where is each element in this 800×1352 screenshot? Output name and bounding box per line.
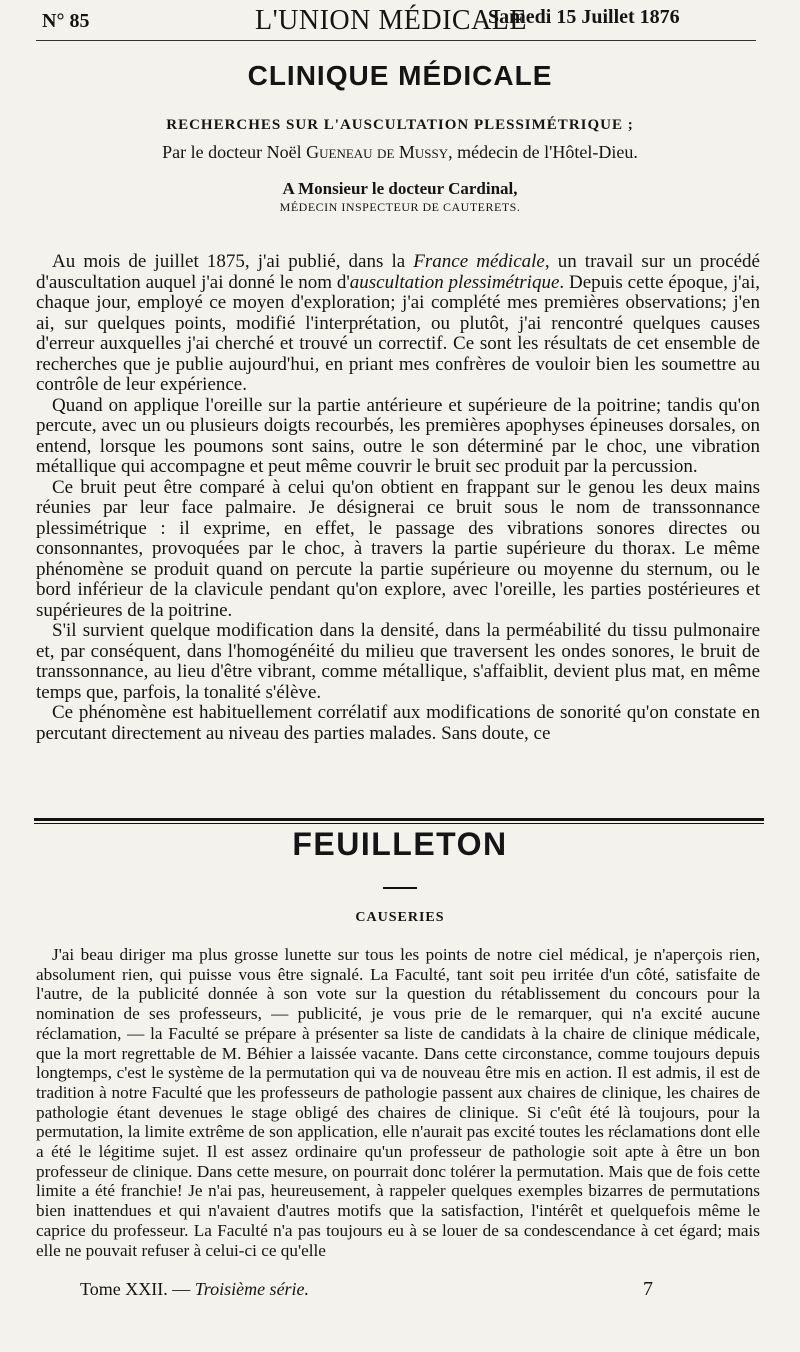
- footer-volume: Tome XXII. — Troisième série.: [80, 1279, 310, 1299]
- article-subtitle: RECHERCHES SUR L'AUSCULTATION PLESSIMÉTRIQUE ;: [166, 117, 634, 133]
- paragraph: J'ai beau diriger ma plus grosse lunette sur tous les points de notre ciel médical, je n'aperçois rien, absolument rien, qui puisse vous être signalé. La Faculté, tant soit peu irritée d'un côté, satisfaite de l'autre, de la publicité donnée à son vote sur la question du rétablissement du concours pour la nomination de ses professeurs, — publicité, je vous prie de le remarquer, qui n'a excité aucune réclamation, — la Faculté se prépare à présenter sa liste de candidats à la chaire de clinique médicale, que la mort regrettable de M. Béhier a laissée vacante. Dans cette circonstance, comme toujours depuis longtemps, c'est le système de la permutation qui va de nouveau être mis en action. Il est admis, il est de tradition à notre Faculté que les professeurs de pathologie passent aux chaires de clinique, les chaires de pathologie étant devenues le stage obligé des chaires de clinique. Si c'eût été là toujours, pour la permutation, la limite extrême de son application, elle n'aurait pas excité toutes les réclamations dont elle a été le légitime sujet. Il est assez ordinaire qu'un professeur de pathologie soit apte à être un bon professeur de clinique. Dans cette mesure, on pourrait donc tolérer la permutation. Mais que de fois cette limite a été franchie! Je n'ai pas, heureusement, à rappeler quelques exemples bizarres de permutations bien inattendues et qui n'avaient d'autres motifs que la satisfaction, l'intérêt et quelquefois même le caprice du professeur. La Faculté n'a pas toujours eu à se louer de sa condescendance à cet égard; mais elle ne pouvait refuser à celui-ci ce qu'elle: [36, 945, 760, 1260]
- paragraph: Au mois de juillet 1875, j'ai publié, dans la France médicale, un travail sur un procédé d'auscultation auquel j'ai donné le nom d'auscultation plessimétrique. Depuis cette époque, j'ai, chaque jour, employé ce moyen d'exploration; j'ai complété mes premières observations; j'en ai, sur quelques points, modifié l'interprétation, ou plutôt, j'ai rencontré quelques causes d'erreur auxquelles j'ai cherché et trouvé un correctif. Ce sont les résultats de cet ensemble de recherches que je publie aujourd'hui, en priant mes confrères de vouloir bien les soumettre au contrôle de leur expérience.: [36, 251, 761, 395]
- author-name: Gueneau de Mussy: [306, 142, 449, 162]
- issue-date: Samedi 15 Juillet 1876: [488, 6, 680, 28]
- paragraph: S'il survient quelque modification dans la densité, dans la perméabilité du tissu pulmonaire et, par conséquent, dans l'homogénéité du milieu que traversent les ondes sonores, le bruit de transsonnance, au lieu d'être vibrant, comme métallique, s'affaiblit, devient plus mat, en même temps que, parfois, la tonalité s'élève.: [36, 620, 760, 703]
- page-number: 7: [643, 1278, 653, 1300]
- feuilleton-heading: CAUSERIES: [355, 910, 445, 925]
- feuilleton-body: [36, 945, 760, 1260]
- header-rule: [36, 40, 756, 41]
- article-dedication: A Monsieur le docteur Cardinal,: [282, 179, 518, 198]
- article-body: [36, 252, 760, 744]
- journal-reference: France médicale: [413, 251, 545, 272]
- section-separator-thin: [34, 823, 764, 824]
- paragraph: Ce bruit peut être comparé à celui qu'on obtient en frappant sur le genou les deux mains réunies par leur face palmaire. Je désignerai ce bruit sous le nom de transsonnance plessimétrique : il exprime, en effet, le passage des vibrations sonores directes ou consonnantes, provoquées par le choc, à travers la partie supérieure du thorax. Le même phénomène se produit quand on percute la partie supérieure ou moyenne du sternum, ou le bord inférieur de la clavicule pendant qu'on explore, avec l'oreille, les parties postérieures et supérieures de la poitrine.: [36, 476, 760, 621]
- title-dash: [383, 887, 417, 889]
- issue-number: N° 85: [42, 10, 90, 32]
- article-author: Par le docteur Noël Gueneau de Mussy, médecin de l'Hôtel-Dieu.: [162, 142, 638, 162]
- journal-title: L'UNION MÉDICALE: [255, 5, 528, 36]
- paragraph: Quand on applique l'oreille sur la partie antérieure et supérieure de la poitrine; tandis qu'on percute, avec un ou plusieurs doigts recourbés, les premières apophyses épineuses dorsales, on entend, lorsque les poumons sont sains, outre le son déterminé par le choc, une vibration métallique qui accompagne et peut même couvrir le bruit sec produit par la percussion.: [36, 394, 760, 477]
- paragraph: Ce phénomène est habituellement corrélatif aux modifications de sonorité qu'on constate en percutant directement au niveau des parties malades. Sans doute, ce: [36, 702, 760, 744]
- term-auscultation: auscultation plessimétrique: [349, 271, 560, 293]
- section-title-clinique: CLINIQUE MÉDICALE: [247, 60, 553, 91]
- dedication-role: MÉDECIN INSPECTEUR DE CAUTERETS.: [279, 200, 521, 214]
- section-title-feuilleton: FEUILLETON: [292, 826, 508, 862]
- section-separator: [34, 818, 764, 821]
